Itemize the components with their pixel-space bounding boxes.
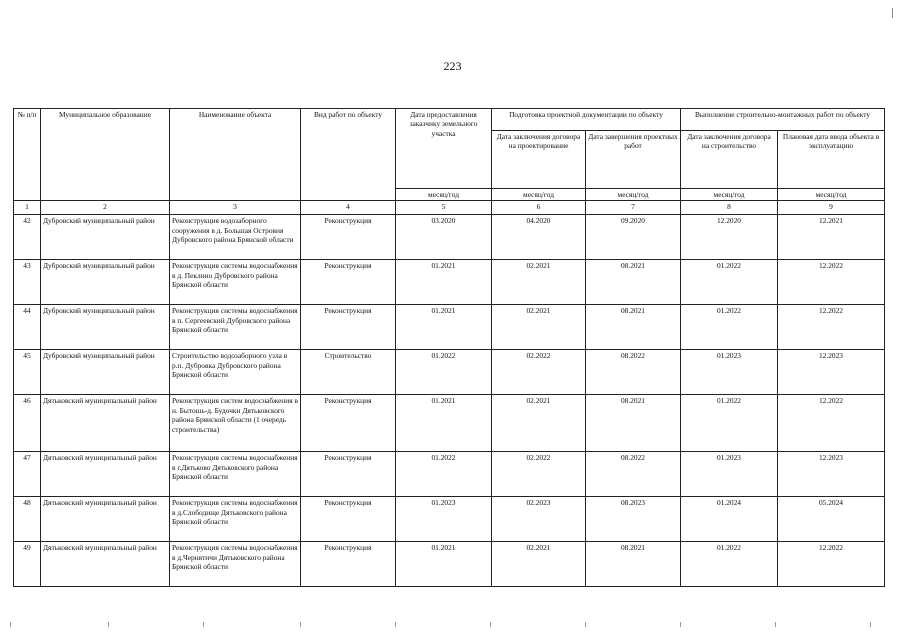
row-commissioning: 12.2023: [778, 350, 885, 395]
row-work-type: Строительство: [301, 350, 396, 395]
row-design-contract: 04.2020: [492, 215, 586, 260]
row-work-type: Реконструкция: [301, 395, 396, 452]
row-design-contract: 02.2022: [492, 452, 586, 497]
row-work-type: Реконструкция: [301, 215, 396, 260]
row-design-contract: 02.2021: [492, 305, 586, 350]
row-construction-contract: 01.2023: [681, 350, 778, 395]
row-object-name: Реконструкция системы водоснабжения в д.Чернятичи Дятьковского района Брянской области: [170, 542, 301, 587]
column-number: 5: [396, 201, 492, 215]
row-date-provision: 01.2022: [396, 452, 492, 497]
column-number: 9: [778, 201, 885, 215]
row-date-provision: 01.2023: [396, 497, 492, 542]
header-unit: месяц/год: [492, 189, 586, 201]
column-number: 3: [170, 201, 301, 215]
row-design-finish: 08.2022: [586, 350, 681, 395]
header-construction-contract: Дата заключения договора на строительство: [681, 131, 778, 189]
row-work-type: Реконструкция: [301, 260, 396, 305]
row-design-finish: 08.2023: [586, 497, 681, 542]
table-row: [14, 542, 885, 587]
table-row: [14, 395, 885, 452]
row-object-name: Реконструкция системы водоснабжения в д. Пеклино Дубровского района Брянской области: [170, 260, 301, 305]
row-construction-contract: 01.2022: [681, 260, 778, 305]
row-construction-contract: 01.2022: [681, 305, 778, 350]
row-design-finish: 08.2021: [586, 305, 681, 350]
row-num: 46: [14, 395, 41, 452]
table-row: [14, 305, 885, 350]
table-row: [14, 260, 885, 305]
scan-artifacts: [0, 622, 905, 628]
table-row: [14, 215, 885, 260]
row-object-name: Реконструкция систем водоснабжения в н. Бытошь-д. Будочки Дятьковского района Брянской области (1 очередь строительства): [170, 395, 301, 452]
row-object-name: Реконструкция системы водоснабжения в д.Слободище Дятьковского района Брянской области: [170, 497, 301, 542]
row-municipality: Дубровский муниципальный район: [41, 305, 170, 350]
header-unit: месяц/год: [586, 189, 681, 201]
row-design-finish: 09.2020: [586, 215, 681, 260]
row-municipality: Дятьковский муниципальный район: [41, 395, 170, 452]
row-municipality: Дятьковский муниципальный район: [41, 497, 170, 542]
table-row: [14, 497, 885, 542]
table-row: [14, 350, 885, 395]
header-num: № п/п: [14, 109, 41, 201]
row-date-provision: 01.2021: [396, 542, 492, 587]
row-design-finish: 08.2022: [586, 452, 681, 497]
header-design-group: Подготовка проектной документации по объекту: [492, 109, 681, 131]
row-commissioning: 12.2022: [778, 542, 885, 587]
row-num: 45: [14, 350, 41, 395]
header-object-name: Наименование объекта: [170, 109, 301, 201]
header-unit: месяц/год: [778, 189, 885, 201]
header-commissioning: Плановая дата ввода объекта в эксплуатацию: [778, 131, 885, 189]
row-num: 48: [14, 497, 41, 542]
row-commissioning: 05.2024: [778, 497, 885, 542]
row-date-provision: 01.2021: [396, 395, 492, 452]
row-work-type: Реконструкция: [301, 497, 396, 542]
row-construction-contract: 01.2022: [681, 542, 778, 587]
header-construction-group: Выполнение строительно-монтажных работ по объекту: [681, 109, 885, 131]
row-design-finish: 08.2021: [586, 395, 681, 452]
row-object-name: Реконструкция водозаборного сооружения в д. Большая Островня Дубровского района Брянской области: [170, 215, 301, 260]
row-commissioning: 12.2023: [778, 452, 885, 497]
column-number: 6: [492, 201, 586, 215]
table-row: [14, 452, 885, 497]
row-municipality: Дятьковский муниципальный район: [41, 452, 170, 497]
row-num: 43: [14, 260, 41, 305]
column-number: 7: [586, 201, 681, 215]
row-object-name: Реконструкция системы водоснабжения в г.Дятьково Дятьковского района Брянской области: [170, 452, 301, 497]
column-number: 4: [301, 201, 396, 215]
row-date-provision: 01.2021: [396, 305, 492, 350]
row-municipality: Дятьковский муниципальный район: [41, 542, 170, 587]
row-work-type: Реконструкция: [301, 542, 396, 587]
row-construction-contract: 01.2023: [681, 452, 778, 497]
row-work-type: Реконструкция: [301, 452, 396, 497]
row-construction-contract: 12.2020: [681, 215, 778, 260]
row-design-finish: 08.2021: [586, 542, 681, 587]
header-municipality: Муниципальное образование: [41, 109, 170, 201]
row-municipality: Дубровский муниципальный район: [41, 215, 170, 260]
row-design-contract: 02.2021: [492, 260, 586, 305]
row-date-provision: 01.2022: [396, 350, 492, 395]
row-design-contract: 02.2021: [492, 395, 586, 452]
row-design-contract: 02.2021: [492, 542, 586, 587]
header-unit: месяц/год: [681, 189, 778, 201]
row-date-provision: 01.2021: [396, 260, 492, 305]
row-num: 49: [14, 542, 41, 587]
row-commissioning: 12.2022: [778, 395, 885, 452]
header-work-type: Вид работ по объекту: [301, 109, 396, 201]
column-number: 8: [681, 201, 778, 215]
row-design-contract: 02.2022: [492, 350, 586, 395]
header-design-contract: Дата заключения договора на проектирование: [492, 131, 586, 189]
row-construction-contract: 01.2024: [681, 497, 778, 542]
row-construction-contract: 01.2022: [681, 395, 778, 452]
row-work-type: Реконструкция: [301, 305, 396, 350]
row-design-contract: 02.2023: [492, 497, 586, 542]
header-date-provision: Дата предоставления заказчику земельного участка: [396, 109, 492, 189]
scan-edge-mark: [892, 8, 893, 18]
row-commissioning: 12.2022: [778, 260, 885, 305]
row-municipality: Дубровский муниципальный район: [41, 350, 170, 395]
row-num: 47: [14, 452, 41, 497]
page-number: 223: [443, 59, 462, 73]
header-design-finish: Дата завершения проектных работ: [586, 131, 681, 189]
header-unit: месяц/год: [396, 189, 492, 201]
row-municipality: Дубровский муниципальный район: [41, 260, 170, 305]
row-object-name: Строительство водозаборного узла в р.п. Дубровка Дубровского района Брянской области: [170, 350, 301, 395]
row-num: 44: [14, 305, 41, 350]
column-number: 2: [41, 201, 170, 215]
construction-schedule-table: [13, 108, 885, 587]
row-design-finish: 08.2021: [586, 260, 681, 305]
column-number: 1: [14, 201, 41, 215]
row-object-name: Реконструкция системы водоснабжения в п. Сергеевский Дубровского района Брянской области: [170, 305, 301, 350]
row-commissioning: 12.2021: [778, 215, 885, 260]
row-date-provision: 03.2020: [396, 215, 492, 260]
row-num: 42: [14, 215, 41, 260]
row-commissioning: 12.2022: [778, 305, 885, 350]
